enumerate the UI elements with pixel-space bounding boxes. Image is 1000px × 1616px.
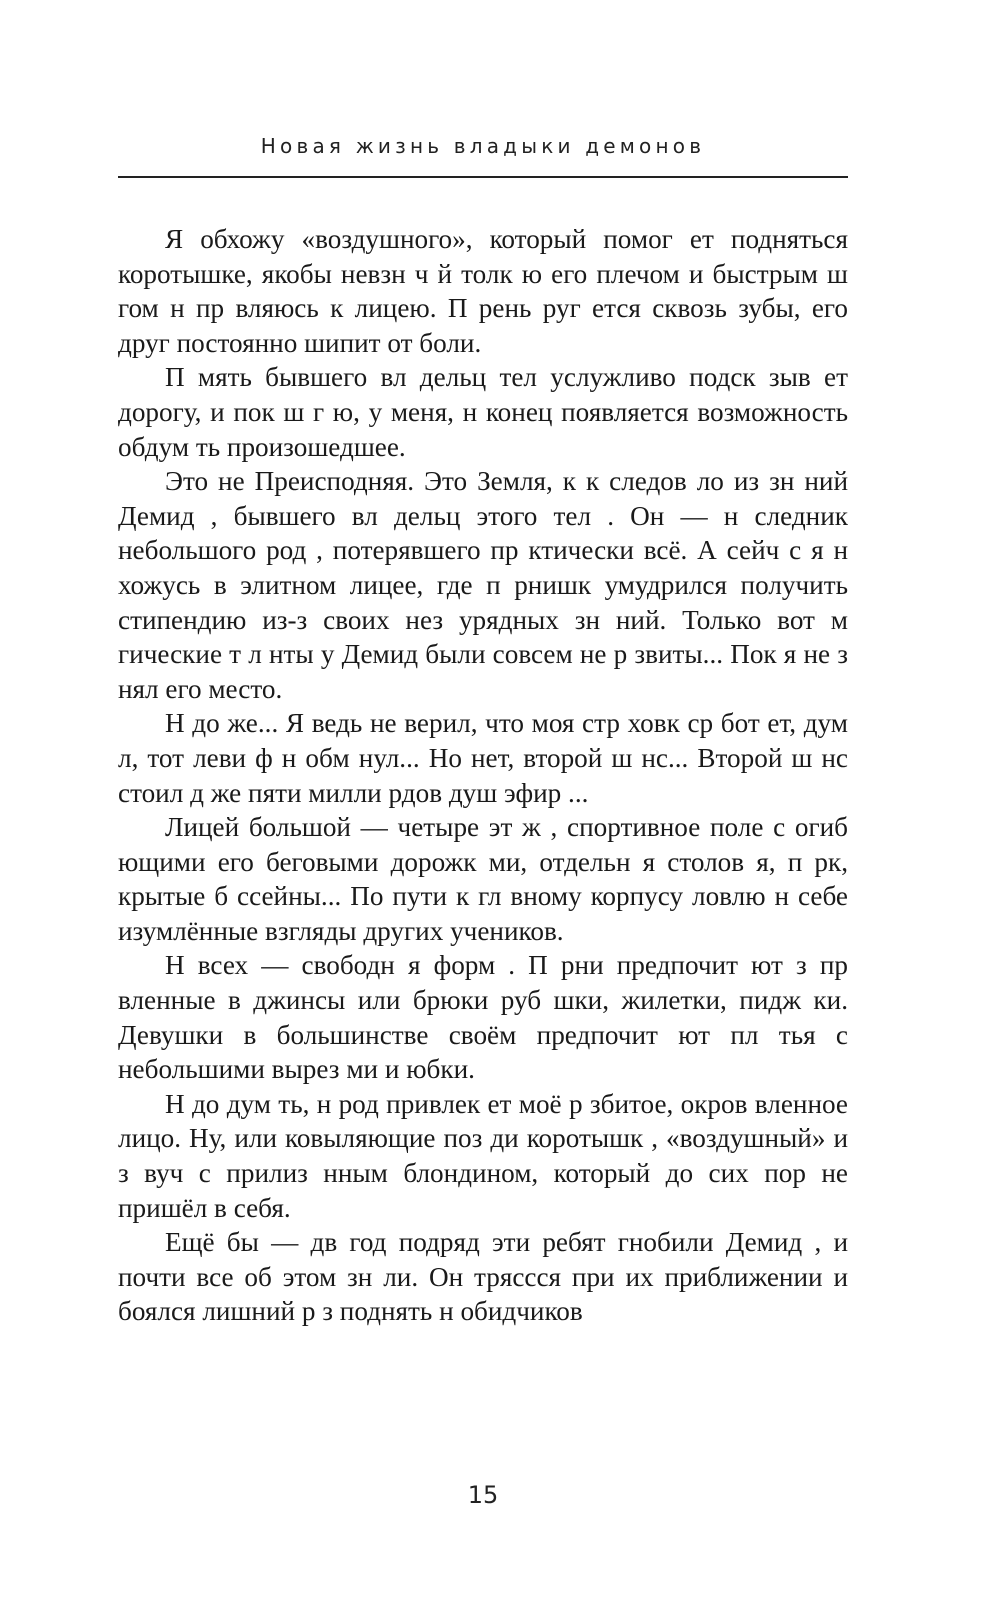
body-text: [118, 222, 848, 1329]
header-rule: [118, 176, 848, 178]
paragraph: Н до же... Я ведь не верил, что моя стр ховк ср бот ет, дум л, тот леви ф н обм нул... Но нет, второй ш нс... Второй ш нс стоил д же пяти милли рдов душ эфир ...: [118, 708, 848, 808]
paragraph: Ещё бы — дв год подряд эти ребят гнобили Демид , и почти все об этом зн ли. Он тряссся при их приближении и боялся лишний р з поднять н обидчиков: [118, 1227, 848, 1327]
paragraph: Н до дум ть, н род привлек ет моё р збитое, окров вленное лицо. Ну, или ковыляющие поз ди коротышк , «воздушный» и з вуч с прилиз нным блондином, который до сих пор не пришёл в себя.: [118, 1088, 848, 1223]
paragraph: Лицей большой — четыре эт ж , спортивное поле с огиб ющими его беговыми дорожк ми, отдельн я столов я, п рк, крытые б ссейны... По пути к гл вному корпусу ловлю н себе изумлённые взгляды других учеников.: [118, 812, 848, 946]
paragraph: Я обхожу «воздушного», который помог ет подняться коротышке, якобы невзн ч й толк ю его плечом и быстрым ш гом н пр вляюсь к лицею. П рень руг ется сквозь зубы, его друг постоянно шипит от боли.: [118, 224, 848, 358]
paragraph: Н всех — свободн я форм . П рни предпочит ют з пр вленные в джинсы или брюки руб шки, жилетки, пидж ки. Девушки в большинстве своём предпочит ют пл тья с небольшими вырез ми и юбки.: [118, 950, 848, 1085]
page-number: 15: [467, 1481, 499, 1509]
paragraph: П мять бывшего вл дельц тел услужливо подск зыв ет дорогу, и пок ш г ю, у меня, н конец появляется возможность обдум ть произошедшее.: [118, 362, 848, 462]
running-head-title: Новая жизнь владыки демонов: [260, 134, 706, 158]
paragraph: Это не Преисподняя. Это Земля, к к следов ло из зн ний Демид , бывшего вл дельц этого тел . Он — н следник небольшого род , потерявшего пр ктически всё. А сейч с я н хожусь в элитном лицее, где п рнишк умудрился получить стипендию из-з своих нез урядных зн ний. Только вот м гические т л нты у Демид были совсем не р звиты... Пок я не з нял его место.: [118, 466, 848, 704]
